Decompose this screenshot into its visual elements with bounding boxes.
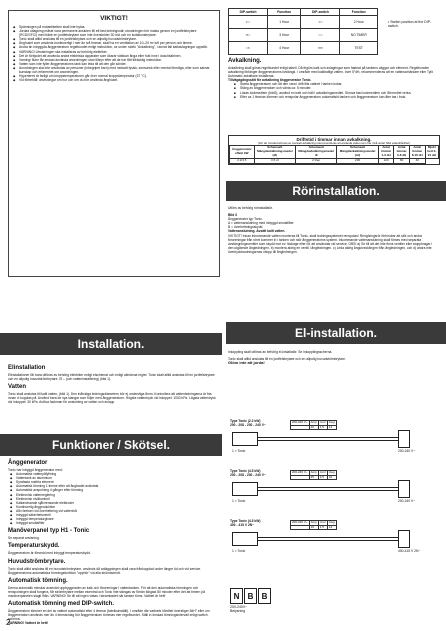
functions-section bbox=[8, 460, 218, 625]
descale-table-cell: 2.2/4.5 bbox=[230, 158, 255, 163]
installation-banner: Installation. bbox=[0, 333, 222, 355]
dip-switch-icon: ▫▫▪▫ bbox=[229, 42, 268, 55]
descale-table-cell: 0,5 dl bbox=[254, 158, 295, 163]
anggenerator-heading: Ånggenerator bbox=[8, 460, 48, 466]
descale-table-header: Antal timmar 8-16 dH bbox=[409, 146, 425, 158]
feature-item: ◆ Elektronisk nivåkontroll bbox=[16, 497, 218, 501]
cable-table-header: mm² bbox=[319, 470, 326, 474]
warning-bullet: ◆ Ånghuset som används kontinuerligt i mer än två timmar, skall ha en ventilation av 10–20 m³ luft per person och timme. bbox=[19, 41, 215, 45]
warning-bullet: ◆ Spänningen på motaetiketten skall inte bytas. bbox=[19, 25, 215, 29]
descale-step: ■ Lösas lockmedlem (bild2), använd en tratt och häll i avkalkningsmedlet. Skruva fast lockmedlem och låt medlet verka. bbox=[240, 91, 438, 95]
pipe-section bbox=[228, 206, 438, 254]
cable-table-header: Amp bbox=[310, 470, 317, 474]
el-section bbox=[228, 350, 438, 365]
supply-label: 200-240 V~ bbox=[398, 449, 416, 453]
feature-list bbox=[8, 472, 218, 525]
pipe-line-2: A = vattenanslutning med inbyggd smutsfilter. bbox=[228, 221, 295, 226]
feature-item: ◆ Inbyggd säkerhetsventil bbox=[16, 513, 218, 517]
switch-box bbox=[398, 530, 410, 548]
cable-table bbox=[290, 470, 337, 480]
dip-switch-icon: ▪▫▫▫ bbox=[229, 16, 268, 29]
warning-bullet: ◆ Andra än inbyggda ånggeneratorn regelbundet enligt instruktion, se under rubrik "Avkalkning", i annat fall kalkavlagringar uppstår. bbox=[19, 45, 215, 49]
vatten-text: Tonic skall anslutas till kallt vatten, (bild 1). Den inåtvidga ledningsdiametern bör ej understiga 8mm. Kontrollera att vattenledningarna är fria innan vi kopplas på. Använd bara de nya slangar som följer med ånggeneratorn. Högsta vattentryck vid inkoppel: 1000 kPa. Lägsta vattentryck vid inkoppel: 30 kPa. Avlöva fackman för anslutning av vatten och avlopp. bbox=[8, 392, 216, 405]
supply-label: 400-415 V 2N~ bbox=[398, 549, 421, 553]
descale-table-cell: 80 bbox=[394, 158, 410, 163]
warning-bullet: ◆ Vid förbehåll: anvisningar om hur och om du bör använda ånghuset. bbox=[19, 78, 215, 82]
feature-item: ◆ Inbyggd temperaturgivare bbox=[16, 517, 218, 521]
descale-table-title: Driftstid i timmar innan avkalkning. bbox=[296, 137, 372, 142]
warning-box bbox=[8, 10, 220, 277]
cable-table-header: mm² bbox=[319, 420, 326, 424]
descale-step: ■ Efter ca 1 timmas tömmer och renspolar ånggeneratorn automatiskt tanken och ånggeneratorn kan åter tas i bruk. bbox=[240, 95, 438, 99]
pipe-intro: Utförs av behörig rörinstallatör. bbox=[228, 206, 273, 210]
warning-title: VIKTIGT! bbox=[100, 15, 128, 22]
cable-table-header: 200-240 V~ bbox=[292, 470, 308, 474]
el-text-1: Inkoppling skall utföras av behörig el-installatör. Se inkopplingsscherna. bbox=[228, 350, 333, 354]
pipe-banner: Rörinstallation. bbox=[226, 181, 446, 201]
dip-switch-area bbox=[228, 8, 438, 55]
pipe-text: VIKTIGT! Innan inkommande vatten monteras till Tonic, skall ledningssystemet renspolas! Rengöringsrör förhindrar att stöt och andra föroreningar från röret kommer in i tanken och stör ånggeneratorns system. Inkommande vattenanslutning skall förses med separata avstängningsventiler som skydd mot ev. läckage eller för att användas vid service. OBS! a) Se till att det inte finns ventiler eller stoppkragar i den utgående ångledningen. b) montera aldrig en ventil i ångledningen. c) Leda aldrig ångutvecklingen från ångledningen, och d) andra inte överhyckbautningarnas utlopp till ångledningen. bbox=[228, 233, 433, 254]
dipdrain-text: Ånggeneratorn tömmer en del av vattnet automatiskt efter 4 timmar (fabriksinställt). I område där vattnets hårdhet överstiger 5dH° eller om ånggeneratorn används mer än 4 timmar/dag bör ånggeneratorn tömmas mer regelbundet. Ställ in önskad tömningsintervall enligt switch schema. bbox=[8, 608, 210, 622]
switch-box bbox=[398, 480, 410, 498]
warning-bullet: ◆ Det är förbjudet att använda andra elektriska apparater som ökarar vätskan ånga eller fukt inne i duschkabinen. bbox=[19, 54, 215, 58]
temp-heading: Temperaturskydd. bbox=[8, 543, 60, 550]
vatten-heading: Vatten bbox=[8, 384, 27, 391]
feature-item: ◆ Syrafasta rostfria element bbox=[16, 480, 218, 484]
descale-table-header: Antal timmar 3-8 dH bbox=[394, 146, 410, 158]
warning-bullet: ◆ Hypertermi är farligt om kroppstemperaturen går över normal kroppstemperatur (37 °C). bbox=[19, 74, 215, 78]
dip-note: • Switch position at the DIP-switch. bbox=[388, 20, 432, 29]
diagram-voltage-label: 200 - 208 - 230 - 240 V~ bbox=[230, 423, 266, 427]
anggenerator-intro: Tonic har inbyggd ånggenerator med: bbox=[8, 468, 63, 472]
tonic-unit-box bbox=[232, 532, 258, 546]
warning-bullet: ◆ Jordad uttagning måste vara permanent ansluten till ett fast ledningsnät; utrustningen bör matas genom en jordfelsbrytare (RCD/GFCI) med både en jordfelsbrytare som inte överskrider 30 mA och en isolationsbrytare. bbox=[19, 29, 215, 37]
descale-table bbox=[229, 145, 439, 163]
diagram-voltage-label: 400 - 415 V 2N~ bbox=[230, 523, 255, 527]
dip-header-3: DIP-switch bbox=[301, 9, 340, 16]
elinstallation-heading: Elinstallation bbox=[8, 365, 46, 371]
descale-table-cell: 40 bbox=[409, 158, 425, 163]
descale-step: ■ Starta ånggeneratorn och låt den vara i drift tills vattnet i tanken kokar. bbox=[240, 82, 438, 86]
dip-function: 2 Hour bbox=[340, 16, 378, 29]
cable-table-header: Awg bbox=[328, 470, 335, 474]
tonic-unit-box bbox=[232, 432, 258, 446]
dipdrain-heading: Automatisk tömning med DIP-switch. bbox=[8, 600, 115, 607]
cable-table-cell: 14 bbox=[327, 425, 336, 430]
autodrain-heading: Automatisk tömning. bbox=[8, 577, 68, 584]
cable-table-header: 200-240 V~ bbox=[292, 420, 308, 424]
cable-table-cell: 1,5 bbox=[318, 525, 327, 530]
warning-list bbox=[9, 25, 219, 82]
descale-table-box bbox=[228, 135, 440, 165]
descale-table-subtitle: (För att minska behovet av manuell avkalkning rekommenderas att använda vatten som har nivå under 5dH vattenhårdhet) bbox=[258, 141, 410, 145]
cable-table-cell: 25 bbox=[309, 475, 318, 480]
warning-bullet: ◆ Anordningen ska inte användas av personer (inbegripet barn) med nedsatt fysisk, sensorisk eller mental förmåga, eller som saknar kunskap och erfarenhet om anordningen. bbox=[19, 66, 215, 74]
wiring-lines bbox=[258, 487, 398, 491]
pipe-line-1: Ånggenerator typ Tonic. bbox=[228, 217, 263, 222]
feature-item: ◆ Kontinuerlig ångproduktion bbox=[16, 505, 218, 509]
panel-text: Se separat anvisning. bbox=[8, 536, 40, 541]
tonic-legend: 1 = Tonic bbox=[232, 449, 246, 453]
cable-table-cell: 14 bbox=[327, 525, 336, 530]
descale-table-cell: 2 Rep bbox=[296, 158, 337, 163]
feature-item: ◆ Allt rörelsen vid överhettning vid vattenivå bbox=[16, 509, 218, 513]
feature-item: ◆ Elektronisk vattenreglering bbox=[16, 493, 218, 497]
nbb-terminal bbox=[230, 588, 272, 604]
cable-table bbox=[290, 520, 337, 530]
diagram-type-label: Type Tonic (2.2 kW) bbox=[230, 419, 261, 423]
descale-table-header: Schemaett Mängdavkalkningsmedel (ml) bbox=[337, 146, 379, 158]
dip-header-4: Function bbox=[340, 9, 378, 16]
dip-header-1: DIP-switch bbox=[229, 9, 268, 16]
warning-bullet: ◆ Tonic skall alltid anslutas till en jordfelsbrytare och en allpolig huvudströmbrytare. bbox=[19, 37, 215, 41]
warning-bullet: ◆ VARNING! Utrustningen ska installeras av behörig elektriker. bbox=[19, 50, 215, 54]
diagram-type-label: Type Tonic (4.5 kW) bbox=[230, 469, 261, 473]
feature-item: ◆ Vattentank av aluminium bbox=[16, 476, 218, 480]
el-text-2: Tonic skall alltid anslutas till en jordfelsbrytare och en allpolig huvudströmbrytare. bbox=[228, 357, 346, 362]
pipe-line-3: B = överhettningsskydd. bbox=[228, 225, 264, 230]
dip-function: TEST bbox=[340, 42, 378, 55]
feature-item: ◆ Automatisk avspolning 4 gånger efter tömning bbox=[16, 488, 218, 492]
cable-table-cell bbox=[291, 425, 310, 430]
cable-table-cell bbox=[291, 525, 310, 530]
descale-table-cell: 120 bbox=[378, 158, 394, 163]
descale-steps bbox=[228, 82, 438, 98]
temp-text: Ånggeneratorn är försedd med inbyggt temperaturskydd. bbox=[8, 551, 91, 556]
feature-item: ◆ Kalkavvisande sjålvrensande elektroder bbox=[16, 501, 218, 505]
functions-banner: Funktioner / Skötsel. bbox=[0, 434, 222, 456]
wiring-lines bbox=[258, 537, 398, 541]
dip-function: NO TIMER bbox=[340, 29, 378, 42]
warning-bullet: ◆ Vatten som inte fyller ånggeneratorns tank kan leda till att den går sönder. bbox=[19, 62, 215, 66]
dip-function: 4 Hour bbox=[268, 42, 301, 55]
elinstallation-text: Elinstallationer får bara utföras av behörig elektriker enligt elschemat och enligt allmänna regler. Tonic skall alltid anslutas till en jordfelsbrytare och en allpolig huvudströmbrytare. El – (och vatteninstallering) (bild 1). bbox=[8, 373, 215, 382]
descale-table-header: Ånggenerator effekt kW bbox=[230, 146, 255, 158]
panel-heading: Manöverpanel typ H1 - Tonic bbox=[8, 528, 90, 535]
el-banner: El-installation. bbox=[226, 322, 446, 344]
tonic-legend: 1 = Tonic bbox=[232, 499, 246, 503]
el-ground-warning: Glöm inte att jorda! bbox=[228, 360, 265, 366]
cable-table-cell: 10 bbox=[327, 475, 336, 480]
cable-table-header: mm² bbox=[319, 520, 326, 524]
hot-water-warning: VARNING! Vattnet är hett! bbox=[8, 621, 49, 626]
terminal-1: B bbox=[244, 588, 257, 604]
descale-table-header: Schemaett Mängdavkalkningsmedel (dl) bbox=[254, 146, 295, 158]
cable-table-header: 200-240 V~ bbox=[292, 520, 308, 524]
descale-table-cell: 200 bbox=[337, 158, 379, 163]
cable-table-header: Awg bbox=[328, 520, 335, 524]
descale-table-header: Schemaett Mängdavkalkningsmedel dl bbox=[296, 146, 337, 158]
descale-step: ■ Stäng av ånggeneratorn och vänta ca: 5 minuter. bbox=[240, 86, 438, 90]
descale-section bbox=[228, 58, 438, 99]
nbb-label: 200-240V~ Belysning bbox=[230, 605, 248, 613]
feature-item: ◆ Automatisk vattenpåfyllning bbox=[16, 472, 218, 476]
dip-switch-table bbox=[228, 8, 378, 55]
pipe-line-4: Vattenanslutning. Avsätt kallt vatten. bbox=[228, 229, 286, 234]
cable-table-header: Amp bbox=[310, 520, 317, 524]
supply-label: 200-240 V~ bbox=[398, 499, 416, 503]
page-number: 2 bbox=[6, 618, 11, 627]
cable-table-header: Amp bbox=[310, 420, 317, 424]
dip-switch-icon: ▫▪▫▫ bbox=[301, 16, 340, 29]
autodrain-text: Denna automatik minskar avsevärt uppbyggnaden av kalk och föroreningar i vattentanken. För att den automatiska tömningen och renspolningen skall fungera, får strömbrytare mellan elcentral och Tonic inte stängas av förrän tidigast 80 minuter efter det att timern på manöverpanelen slagit ifrån. VARNING! Se till att ingen vistas i steambadet när tanken töms. Vattnet är hett! bbox=[8, 585, 205, 598]
descale-heading: Avkalkning. bbox=[228, 58, 262, 64]
dip-header-2: Function bbox=[268, 9, 301, 16]
switch-box bbox=[398, 430, 410, 448]
cable-table bbox=[290, 420, 337, 430]
dip-switch-icon: ▪▪▫▫ bbox=[229, 29, 268, 42]
tonic-legend: 1 = Tonic bbox=[232, 549, 246, 553]
pipe-bild: Bild 3 bbox=[228, 213, 237, 218]
dip-switch-icon: ▪▪▪▪ bbox=[301, 42, 340, 55]
dip-switch-icon: ▫▫▫▫ bbox=[301, 29, 340, 42]
descale-procedure-heading: Tillvägagångssätt för avkalkning ånggenerator Tonic. bbox=[228, 78, 312, 83]
feature-item: ◆ Inbyggd smultafilter bbox=[16, 521, 218, 525]
dip-function: 1 Hour bbox=[268, 16, 301, 29]
cable-table-header: Awg bbox=[328, 420, 335, 424]
cable-table-cell: 16 bbox=[309, 525, 318, 530]
wiring-lines bbox=[258, 437, 398, 441]
descale-table-header: Mjukt hett 0-24 dH bbox=[425, 146, 438, 158]
descale-text: Avkalkning skall göras regelbundet enligt tabell. Då frigörs kalk och avlagringar som fastnat på tankens väggar och element. Regelbunden avkalkning förlänger ånggeneratorns livslängd. I område med kalkhaltigt vatten, över 5°dH, rekommenderas att en vattenavhärdare eller Tylö Automatic avkalkare installeras. bbox=[228, 66, 434, 79]
dip-function: 3 Hour bbox=[268, 29, 301, 42]
install-section bbox=[8, 362, 218, 404]
cable-table-cell: 10 bbox=[309, 425, 318, 430]
cable-table-cell: 1,5 bbox=[318, 425, 327, 430]
warning-bullet: ◆ Varning! Barn får endast använda anordningen utan tillsyn efter att de har fått tillräcklig instruktion. bbox=[19, 58, 215, 62]
terminal-2: B bbox=[258, 588, 271, 604]
cable-table-cell bbox=[291, 475, 310, 480]
cable-table-cell: 2,5 bbox=[318, 475, 327, 480]
diagram-type-label: Type Tonic (4.5 kW) bbox=[230, 519, 261, 523]
mainswitch-text: Tonic skall alltid anslutas till en huvudströmbrytare, används då anläggningen skall vara frånkopplad under längre tid och vid service. Ånggeneratorns automatiska tömningsfunktion "upphör" vid alla strömavbrott. bbox=[8, 566, 202, 575]
diagram-voltage-label: 200 - 208 - 230 - 240 V~ bbox=[230, 473, 266, 477]
tonic-unit-box bbox=[232, 482, 258, 496]
descale-table-header: Antal timmar 1-3 dH bbox=[378, 146, 394, 158]
terminal-0: N bbox=[230, 588, 243, 604]
mainswitch-heading: Huvudströmbrytare. bbox=[8, 558, 66, 565]
feature-item: ◆ Automatisk tömning 1 timme efter att ångbadet avslutats bbox=[16, 484, 218, 488]
